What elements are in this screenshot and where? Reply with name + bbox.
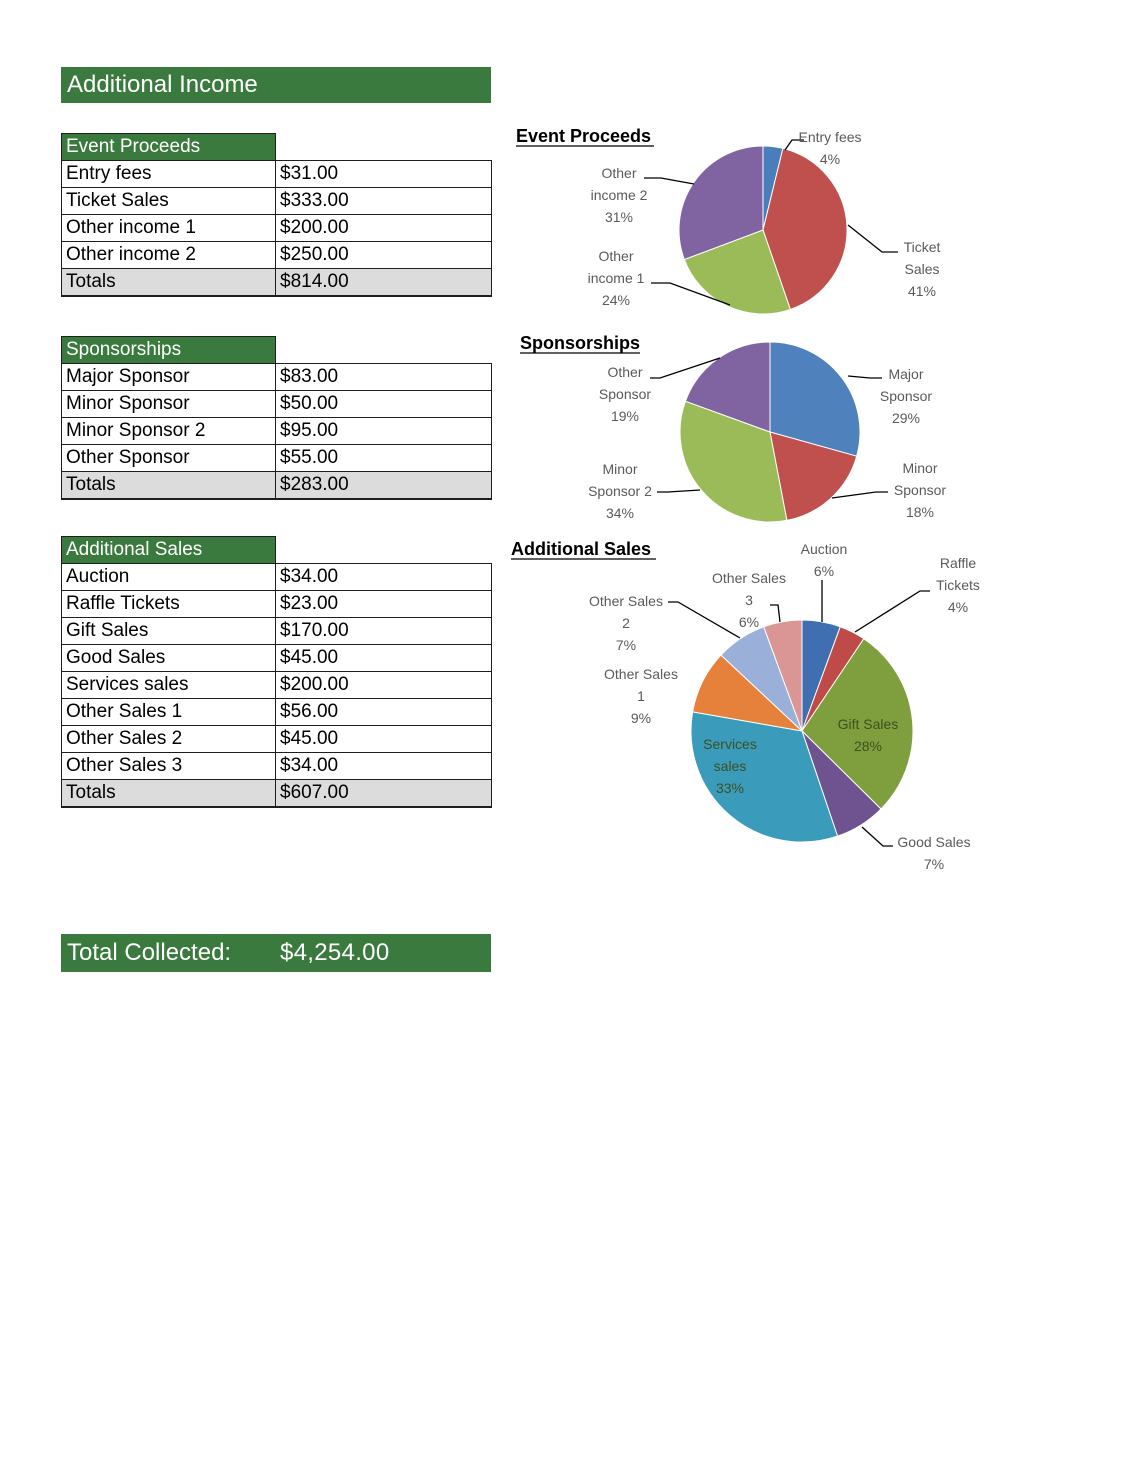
leader-line [770, 605, 780, 622]
data-label-good-sales: Good Sales 7% [897, 834, 971, 872]
data-label-gift-sales: Gift Sales 28% [837, 716, 899, 754]
totals-row [62, 472, 492, 499]
row-value: $34.00 [276, 753, 492, 780]
row-value: $55.00 [276, 445, 492, 472]
leader-line [657, 490, 700, 492]
row-value: $200.00 [276, 215, 492, 242]
totals-value: $814.00 [276, 269, 492, 296]
row-label: Minor Sponsor 2 [62, 418, 276, 445]
row-value: $23.00 [276, 591, 492, 618]
data-label-ticket-sales: Ticket Sales 41% [903, 239, 941, 299]
total-collected-value: $4,254.00 [280, 939, 390, 966]
row-value: $31.00 [276, 161, 492, 188]
row-value: $45.00 [276, 645, 492, 672]
data-label-other-income-2: Other income 2 31% [590, 165, 648, 225]
row-label: Other Sales 1 [62, 699, 276, 726]
row-label: Ticket Sales [62, 188, 276, 215]
totals-label: Totals [62, 472, 276, 499]
chart-title: Sponsorships [520, 333, 641, 353]
sponsorships-pie-chart [500, 330, 1140, 530]
row-label: Good Sales [62, 645, 276, 672]
leader-line [832, 492, 888, 498]
data-label-other-sales-3: Other Sales 3 6% [712, 570, 786, 630]
row-value: $34.00 [276, 564, 492, 591]
event-proceeds-pie-chart [500, 120, 1140, 330]
table-row [62, 591, 492, 618]
table-row [62, 645, 492, 672]
table-row [62, 242, 492, 269]
row-value: $333.00 [276, 188, 492, 215]
totals-label: Totals [62, 269, 276, 296]
table-header-row [62, 134, 492, 161]
table-header: Additional Sales [62, 537, 276, 564]
row-value: $95.00 [276, 418, 492, 445]
data-label-minor-sponsor: Minor Sponsor 18% [893, 460, 947, 520]
sponsorships-table [61, 336, 492, 500]
chart-title: Event Proceeds [516, 126, 652, 146]
row-value: $50.00 [276, 391, 492, 418]
data-label-minor-sponsor-2: Minor Sponsor 2 34% [588, 461, 652, 521]
row-label: Services sales [62, 672, 276, 699]
data-label-major-sponsor: Major Sponsor 29% [879, 366, 933, 426]
leader-line [668, 602, 740, 638]
data-label-other-sales-2: Other Sales 2 7% [589, 593, 663, 653]
row-label: Other Sales 2 [62, 726, 276, 753]
row-label: Major Sponsor [62, 364, 276, 391]
table-row [62, 161, 492, 188]
total-collected-label: Total Collected: [67, 939, 232, 966]
totals-value: $283.00 [276, 472, 492, 499]
table-row [62, 418, 492, 445]
data-label-other-sales-1: Other Sales 1 9% [604, 666, 678, 726]
data-label-other-income-1: Other income 1 24% [587, 248, 645, 308]
row-label: Other Sponsor [62, 445, 276, 472]
table-row [62, 188, 492, 215]
table-row [62, 564, 492, 591]
row-label: Raffle Tickets [62, 591, 276, 618]
table-row [62, 364, 492, 391]
table-header: Event Proceeds [62, 134, 276, 161]
row-value: $250.00 [276, 242, 492, 269]
chart-title: Additional Sales [511, 539, 652, 559]
table-row [62, 445, 492, 472]
totals-row [62, 780, 492, 807]
table-row [62, 215, 492, 242]
totals-row [62, 269, 492, 296]
row-value: $45.00 [276, 726, 492, 753]
data-label-other-sponsor: Other Sponsor 19% [598, 364, 652, 424]
row-value: $200.00 [276, 672, 492, 699]
event-proceeds-table [61, 133, 492, 297]
table-header: Sponsorships [62, 337, 276, 364]
leader-line [848, 376, 882, 378]
totals-value: $607.00 [276, 780, 492, 807]
table-row [62, 753, 492, 780]
row-value: $170.00 [276, 618, 492, 645]
row-label: Entry fees [62, 161, 276, 188]
page-title: Additional Income [61, 67, 491, 103]
row-value: $83.00 [276, 364, 492, 391]
leader-line [644, 178, 694, 184]
table-row [62, 672, 492, 699]
row-label: Auction [62, 564, 276, 591]
data-label-auction: Auction 6% [800, 541, 848, 579]
table-row [62, 699, 492, 726]
totals-label: Totals [62, 780, 276, 807]
row-label: Other income 2 [62, 242, 276, 269]
row-label: Gift Sales [62, 618, 276, 645]
table-header-row [62, 337, 492, 364]
total-collected-bar [61, 934, 491, 972]
row-label: Other Sales 3 [62, 753, 276, 780]
table-row [62, 726, 492, 753]
additional-sales-table [61, 536, 492, 808]
leader-line [848, 225, 898, 252]
table-header-row [62, 537, 492, 564]
table-row [62, 391, 492, 418]
leader-line [862, 827, 893, 846]
row-label: Minor Sponsor [62, 391, 276, 418]
data-label-raffle-tickets: Raffle Tickets 4% [936, 555, 980, 615]
row-value: $56.00 [276, 699, 492, 726]
data-label-services-sales: Services sales 33% [703, 736, 757, 796]
row-label: Other income 1 [62, 215, 276, 242]
data-label-entry-fees: Entry fees 4% [798, 129, 862, 167]
table-row [62, 618, 492, 645]
additional-sales-pie-chart [500, 535, 1140, 875]
leader-line [855, 591, 930, 632]
